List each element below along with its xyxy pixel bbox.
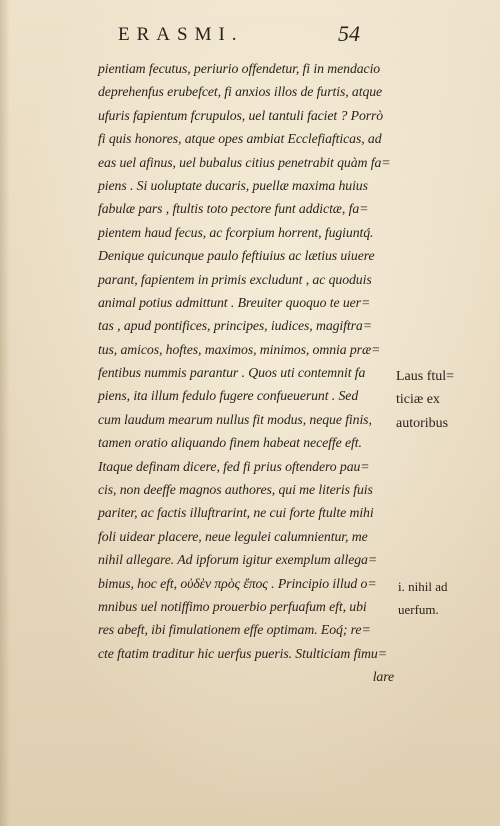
text-line: tas , apud pontifices, principes, iudices, magiftra= [98,318,372,334]
text-line: tus, amicos, hoftes, maximos, minimos, omnia præ= [98,341,381,357]
page-header [0,18,500,48]
text-line: mnibus uel notiffimo prouerbio perfuafum eft, ubi [98,598,367,614]
marginal-note-nihil-ad-versum [398,575,500,622]
text-line: parant, fapientem in primis excludunt , ac quoduis [98,271,372,287]
marginal-note-line: i. nihil ad [398,579,448,594]
main-text-block [98,57,410,689]
text-line: deprehenfus erubefcet, fi anxios illos de furtis, atque [98,84,383,100]
text-line: piens . Si uoluptate ducaris, puellæ maxima huius [98,177,368,193]
marginal-note-line: uerfum. [398,602,439,618]
text-line: res abeft, ibi fimulationem effe optimam. Eoq́; re= [98,622,371,638]
text-line: fabulæ pars , ftultis toto pectore funt addictæ, fa= [98,201,369,217]
text-line: cis, non deeffe magnos authores, qui me literis fuis [98,482,373,498]
marginal-note-line: autoribus [396,415,449,431]
marginal-note-line: Laus ftul= [396,369,455,384]
catchword: lare [372,669,394,685]
gutter-shadow [0,0,10,826]
text-line: Itaque definam dicere, fed fi prius oftendero pau= [98,458,370,474]
text-line: ufuris fapientum fcrupulos, uel tantuli faciet ? Porrò [98,107,384,123]
text-line: pientem haud fecus, ac fcorpium horrent, fugiuntq́. [98,224,374,240]
text-line: cum laudum mearum nullus fit modus, neque finis, [98,411,372,427]
text-line: cte ftatim traditur hic uerfus pueris. Stulticiam fimu= [98,645,387,661]
marginal-note-laus-stulticiae [396,365,500,435]
running-head: ERASMI. [118,24,244,45]
text-line: animal potius admittunt . Breuiter quoquo te uer= [98,294,371,310]
text-line: tamen oratio aliquando finem habeat neceffe eft. [98,435,362,451]
text-line: nihil allegare. Ad ipforum igitur exemplum allega= [98,552,378,568]
text-line: fi quis honores, atque opes ambiat Ecclefiafticas, ad [98,131,382,147]
marginal-note-line: ticiæ ex [396,392,440,408]
text-line: Denique quicunque paulo feftiuius ac lætius uiuere [98,248,375,264]
text-line: pientiam fecutus, periurio offendetur, fi in mendacio [98,61,381,76]
text-line: piens, ita illum fedulo fugere confueuerunt . Sed [98,388,359,404]
page-number: 54 [338,21,360,46]
text-line: fentibus nummis parantur . Quos uti contemnit fa [98,365,366,381]
text-line: bimus, hoc eft, οὐδὲν πρὸς ἔπος . Principio illud o= [98,575,377,591]
text-line: pariter, ac factis illuftrarint, ne cui forte ftulte mihi [98,505,374,521]
text-line: foli uidear placere, neue legulei calumnientur, me [98,528,368,544]
text-line: eas uel afinus, uel bubalus citius penetrabit quàm fa= [98,154,391,170]
